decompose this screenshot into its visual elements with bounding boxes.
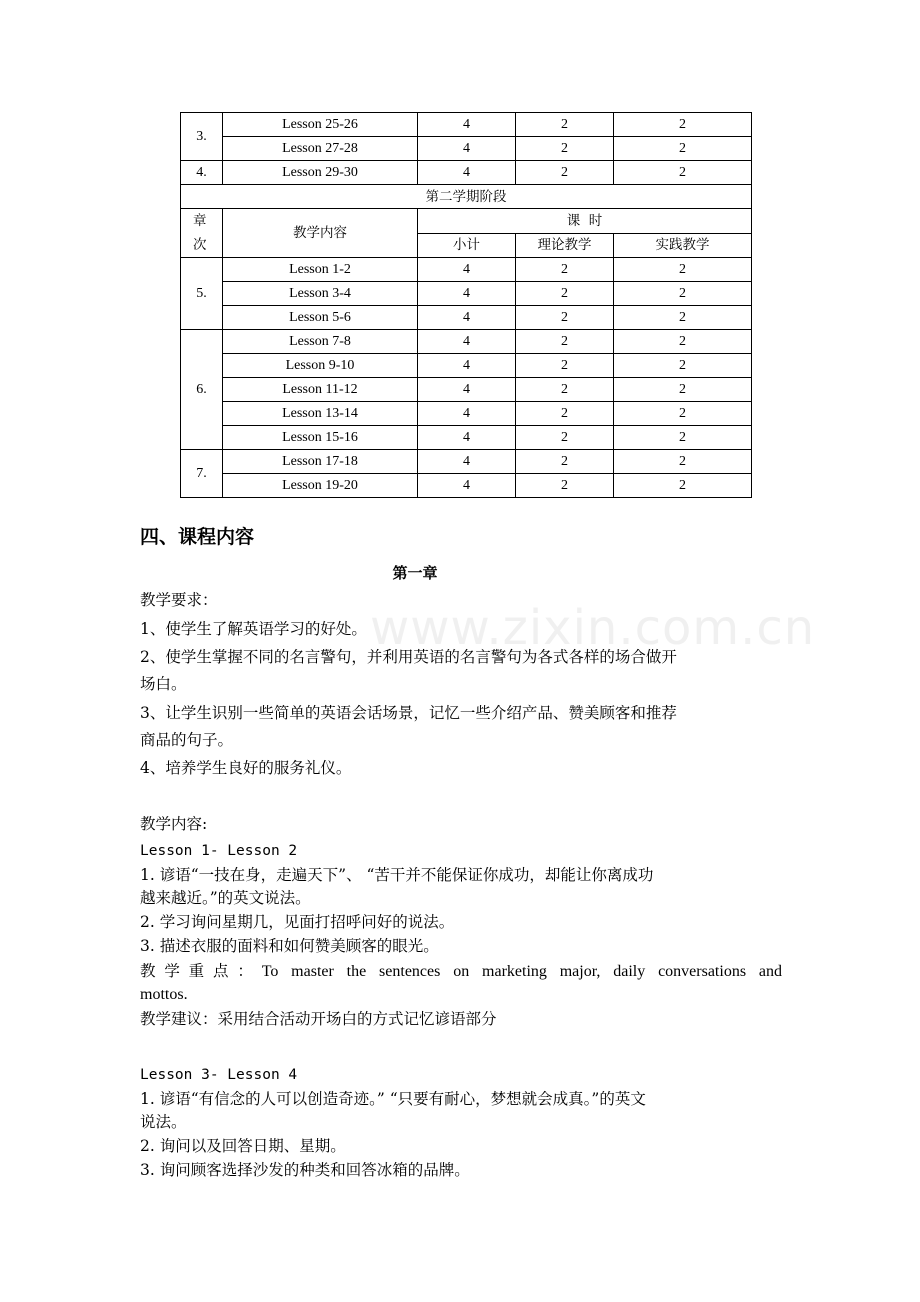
- table-row: [181, 426, 752, 450]
- chapter-cell: 5.: [181, 258, 223, 330]
- practice-header: 实践教学: [614, 233, 752, 258]
- table-row: [181, 282, 752, 306]
- subtotal-cell: 4: [418, 137, 516, 161]
- lesson-1-2-title: Lesson 1- Lesson 2: [140, 843, 298, 859]
- practice-cell: 2: [614, 378, 752, 402]
- requirement-item: 2、使学生掌握不同的名言警句，并利用英语的名言警句为各式各样的场合做开: [140, 648, 677, 666]
- lesson-1-2-item: 2. 学习询问星期几，见面打招呼问好的说法。: [140, 913, 455, 931]
- practice-cell: 2: [614, 450, 752, 474]
- subtotal-cell: 4: [418, 354, 516, 378]
- practice-cell: 2: [614, 137, 752, 161]
- chapter-cell: 4.: [181, 161, 223, 185]
- lesson-cell: Lesson 9-10: [223, 354, 418, 378]
- practice-cell: 2: [614, 161, 752, 185]
- theory-cell: 2: [516, 282, 614, 306]
- hours-header: 课 时: [418, 209, 752, 234]
- subtotal-cell: 4: [418, 258, 516, 282]
- theory-cell: 2: [516, 161, 614, 185]
- stage-title: 第二学期阶段: [181, 185, 752, 209]
- requirement-item: 3、让学生识别一些简单的英语会话场景，记忆一些介绍产品、赞美顾客和推荐: [140, 704, 677, 722]
- table-row: [181, 354, 752, 378]
- theory-cell: 2: [516, 113, 614, 137]
- subtotal-cell: 4: [418, 378, 516, 402]
- lesson-cell: Lesson 29-30: [223, 161, 418, 185]
- theory-cell: 2: [516, 402, 614, 426]
- practice-cell: 2: [614, 258, 752, 282]
- lesson-cell: Lesson 19-20: [223, 474, 418, 498]
- theory-cell: 2: [516, 258, 614, 282]
- requirement-item-cont: 商品的句子。: [140, 731, 234, 749]
- lesson-1-2-item-cont: 越来越近。”的英文说法。: [140, 889, 311, 907]
- teaching-focus: [140, 960, 782, 983]
- lesson-3-4-title: Lesson 3- Lesson 4: [140, 1067, 298, 1083]
- requirements-label: 教学要求：: [140, 591, 218, 609]
- lesson-3-4-item: 3. 询问顾客选择沙发的种类和回答冰箱的品牌。: [140, 1161, 470, 1179]
- lesson-1-2-item: 3. 描述衣服的面料和如何赞美顾客的眼光。: [140, 937, 439, 955]
- chapter-cell: 6.: [181, 330, 223, 450]
- table-row: [181, 161, 752, 185]
- subtotal-cell: 4: [418, 474, 516, 498]
- table-row: [181, 402, 752, 426]
- practice-cell: 2: [614, 282, 752, 306]
- lesson-cell: Lesson 7-8: [223, 330, 418, 354]
- requirement-item: 4、培养学生良好的服务礼仪。: [140, 759, 352, 777]
- lesson-3-4-item: 1. 谚语“有信念的人可以创造奇迹。” “只要有耐心，梦想就会成真。”的英文: [140, 1090, 646, 1108]
- theory-cell: 2: [516, 354, 614, 378]
- theory-cell: 2: [516, 306, 614, 330]
- subtotal-cell: 4: [418, 330, 516, 354]
- subtotal-cell: 4: [418, 161, 516, 185]
- requirement-item-cont: 场白。: [140, 675, 187, 693]
- chapter-header-char-2: 次: [193, 237, 207, 253]
- table-row: [181, 137, 752, 161]
- requirement-item: 1、使学生了解英语学习的好处。: [140, 620, 367, 638]
- stage-title-row: [181, 185, 752, 209]
- practice-cell: 2: [614, 330, 752, 354]
- chapter-cell: 7.: [181, 450, 223, 498]
- lesson-cell: Lesson 3-4: [223, 282, 418, 306]
- subtotal-cell: 4: [418, 113, 516, 137]
- subtotal-header: 小计: [418, 233, 516, 258]
- practice-cell: 2: [614, 306, 752, 330]
- theory-cell: 2: [516, 378, 614, 402]
- table-row: [181, 258, 752, 282]
- focus-label: 教学重点：: [140, 962, 262, 980]
- theory-cell: 2: [516, 474, 614, 498]
- teaching-advice: 教学建议：采用结合活动开场白的方式记忆谚语部分: [140, 1010, 497, 1028]
- lesson-cell: Lesson 25-26: [223, 113, 418, 137]
- table-row: [181, 474, 752, 498]
- chapter-header-char-1: 章: [193, 213, 207, 229]
- subtotal-cell: 4: [418, 282, 516, 306]
- focus-text: To master the sentences on marketing major, daily conversations and: [261, 963, 782, 980]
- theory-cell: 2: [516, 450, 614, 474]
- subtotal-cell: 4: [418, 306, 516, 330]
- practice-cell: 2: [614, 354, 752, 378]
- content-header: 教学内容: [223, 209, 418, 258]
- practice-cell: 2: [614, 113, 752, 137]
- lesson-cell: Lesson 27-28: [223, 137, 418, 161]
- chapter-title: 第一章: [392, 564, 438, 582]
- lesson-cell: Lesson 1-2: [223, 258, 418, 282]
- chapter-header: [181, 209, 223, 258]
- lesson-3-4-item: 2. 询问以及回答日期、星期。: [140, 1137, 346, 1155]
- watermark: www.zixin.com.cn: [370, 600, 816, 656]
- lesson-cell: Lesson 17-18: [223, 450, 418, 474]
- course-hours-table: [180, 112, 752, 498]
- table-row: [181, 113, 752, 137]
- focus-text-cont: mottos.: [140, 986, 188, 1003]
- chapter-cell: 3.: [181, 113, 223, 161]
- table-row: [181, 450, 752, 474]
- theory-cell: 2: [516, 426, 614, 450]
- lesson-cell: Lesson 11-12: [223, 378, 418, 402]
- header-row: [181, 209, 752, 234]
- section-heading: 四、课程内容: [140, 526, 255, 548]
- theory-cell: 2: [516, 330, 614, 354]
- content-label: 教学内容:: [140, 815, 208, 833]
- table-row: [181, 330, 752, 354]
- subtotal-cell: 4: [418, 426, 516, 450]
- subtotal-cell: 4: [418, 450, 516, 474]
- practice-cell: 2: [614, 474, 752, 498]
- practice-cell: 2: [614, 426, 752, 450]
- subtotal-cell: 4: [418, 402, 516, 426]
- lesson-cell: Lesson 15-16: [223, 426, 418, 450]
- theory-header: 理论教学: [516, 233, 614, 258]
- practice-cell: 2: [614, 402, 752, 426]
- lesson-3-4-item-cont: 说法。: [140, 1113, 187, 1131]
- lesson-cell: Lesson 13-14: [223, 402, 418, 426]
- lesson-cell: Lesson 5-6: [223, 306, 418, 330]
- table-row: [181, 306, 752, 330]
- theory-cell: 2: [516, 137, 614, 161]
- table-row: [181, 378, 752, 402]
- lesson-1-2-item: 1. 谚语“一技在身，走遍天下”、 “苦干并不能保证你成功，却能让你离成功: [140, 866, 654, 884]
